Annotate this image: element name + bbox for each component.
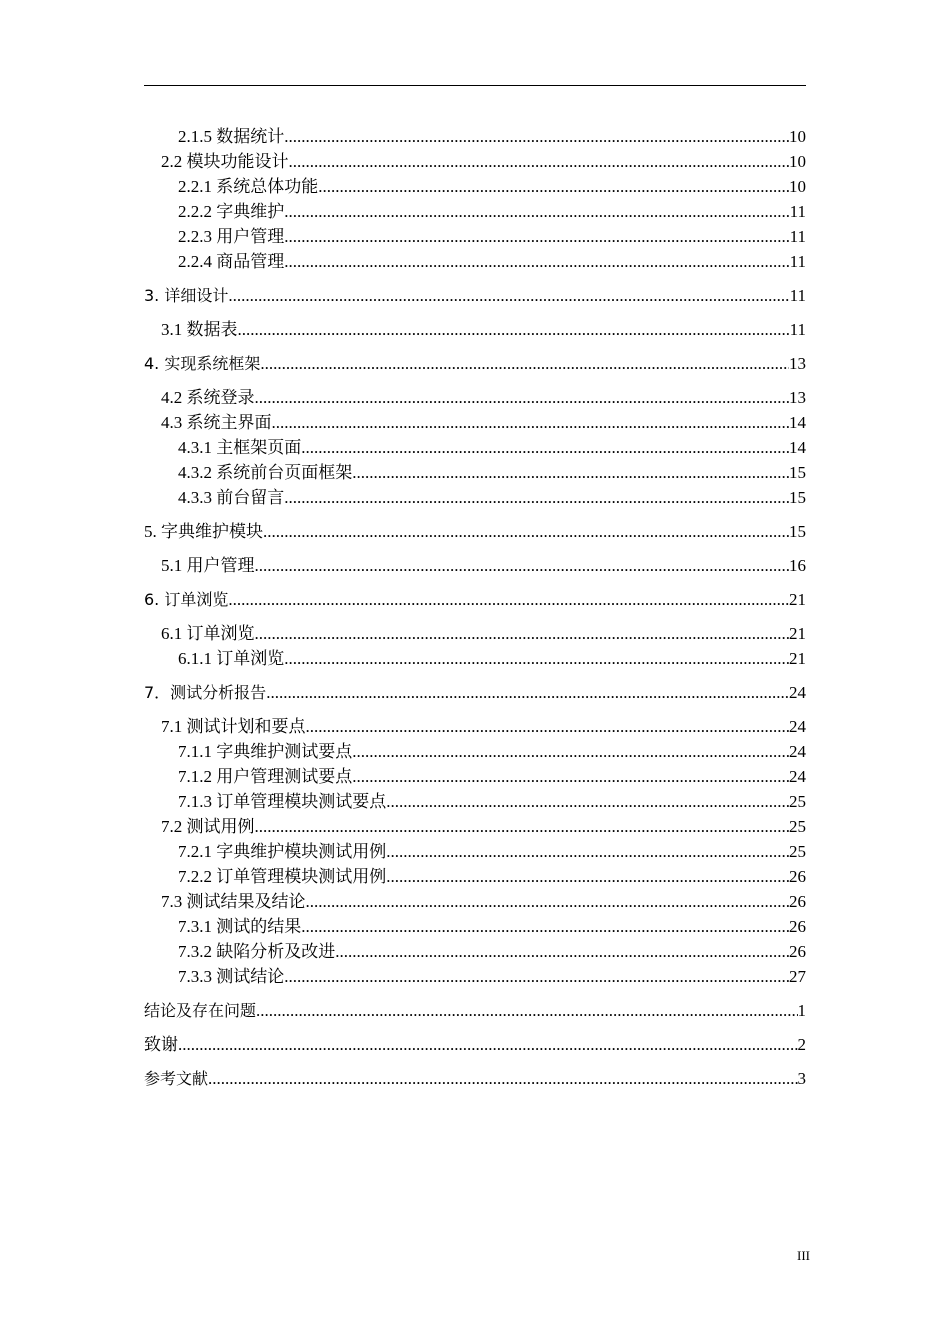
toc-entry-page-number: 11 (789, 252, 806, 271)
toc-leader-dots (284, 224, 789, 249)
toc-entry-label: 2.2 模块功能设计 (161, 152, 289, 171)
toc-entry-page-number: 11 (789, 320, 806, 339)
toc-leader-dots (301, 435, 789, 460)
toc-entry[interactable] (144, 764, 806, 789)
toc-entry-label: 7．测试分析报告 (144, 683, 267, 702)
toc-leader-dots (255, 385, 790, 410)
toc-entry-page-number: 21 (789, 649, 806, 668)
toc-entry-label: 5. 字典维护模块 (144, 522, 263, 541)
toc-leader-dots (263, 519, 789, 544)
toc-entry-label: 参考文献 (144, 1069, 209, 1088)
toc-entry-label: 3. 详细设计 (144, 286, 229, 305)
toc-leader-dots (238, 317, 790, 342)
toc-leader-dots (284, 124, 789, 149)
toc-leader-dots (306, 889, 790, 914)
toc-entry[interactable] (144, 789, 806, 814)
toc-entry-page-number: 25 (789, 842, 806, 861)
toc-leader-dots (335, 939, 789, 964)
toc-entry-page-number: 24 (789, 717, 806, 736)
toc-entry[interactable] (144, 124, 806, 149)
toc-entry[interactable] (144, 317, 806, 342)
toc-entry-label: 4.3.3 前台留言 (178, 488, 285, 507)
toc-entry[interactable] (144, 739, 806, 764)
toc-entry-label: 7.2.2 订单管理模块测试用例 (178, 867, 387, 886)
toc-leader-dots (386, 864, 789, 889)
toc-entry-label: 7.1.2 用户管理测试要点 (178, 767, 353, 786)
toc-entry-label: 4.3.2 系统前台页面框架 (178, 463, 353, 482)
toc-leader-dots (386, 839, 789, 864)
toc-entry-label: 3.1 数据表 (161, 320, 238, 339)
toc-entry[interactable] (144, 199, 806, 224)
toc-entry-page-number: 25 (789, 817, 806, 836)
toc-entry-label: 7.1 测试计划和要点 (161, 717, 306, 736)
table-of-contents (144, 124, 806, 1091)
toc-entry-page-number: 3 (797, 1069, 806, 1088)
toc-entry[interactable] (144, 283, 806, 308)
toc-leader-dots (284, 485, 789, 510)
header-rule (144, 85, 806, 86)
toc-entry-page-number: 24 (789, 742, 806, 761)
toc-leader-dots (289, 149, 790, 174)
toc-entry-label: 5.1 用户管理 (161, 556, 255, 575)
toc-entry-label: 4.3 系统主界面 (161, 413, 272, 432)
toc-entry-page-number: 26 (789, 867, 806, 886)
toc-entry[interactable] (144, 964, 806, 989)
toc-entry-label: 2.2.2 字典维护 (178, 202, 285, 221)
toc-leader-dots (256, 998, 797, 1023)
toc-entry-label: 7.2.1 字典维护模块测试用例 (178, 842, 387, 861)
toc-leader-dots (284, 964, 789, 989)
toc-entry[interactable] (144, 864, 806, 889)
toc-entry-page-number: 26 (789, 942, 806, 961)
toc-entry-label: 2.2.4 商品管理 (178, 252, 285, 271)
toc-leader-dots (255, 814, 790, 839)
toc-entry-page-number: 14 (789, 413, 806, 432)
toc-entry[interactable] (144, 385, 806, 410)
toc-entry-label: 6.1 订单浏览 (161, 624, 255, 643)
toc-entry[interactable] (144, 149, 806, 174)
toc-entry[interactable] (144, 814, 806, 839)
toc-entry-page-number: 10 (789, 152, 806, 171)
toc-entry-page-number: 11 (789, 227, 806, 246)
toc-entry-label: 7.1.1 字典维护测试要点 (178, 742, 353, 761)
toc-entry-label: 4. 实现系统框架 (144, 354, 261, 373)
toc-entry-page-number: 26 (789, 917, 806, 936)
toc-leader-dots (352, 764, 789, 789)
toc-leader-dots (255, 553, 790, 578)
toc-entry-page-number: 21 (789, 624, 806, 643)
toc-entry-label: 致谢 (144, 1035, 178, 1054)
toc-leader-dots (352, 460, 789, 485)
toc-entry-page-number: 24 (789, 767, 806, 786)
toc-entry-page-number: 15 (789, 463, 806, 482)
toc-entry[interactable] (144, 998, 806, 1023)
toc-leader-dots (386, 789, 789, 814)
toc-leader-dots (178, 1032, 798, 1057)
toc-entry-page-number: 1 (797, 1001, 806, 1020)
toc-entry-page-number: 27 (789, 967, 806, 986)
toc-entry[interactable] (144, 435, 806, 460)
toc-entry[interactable] (144, 646, 806, 671)
toc-entry-page-number: 21 (789, 590, 806, 609)
toc-leader-dots (208, 1066, 797, 1091)
toc-entry[interactable] (144, 939, 806, 964)
toc-leader-dots (228, 587, 789, 612)
toc-entry[interactable] (144, 839, 806, 864)
toc-entry-page-number: 14 (789, 438, 806, 457)
toc-entry-page-number: 13 (789, 354, 806, 373)
toc-entry[interactable] (144, 621, 806, 646)
toc-entry[interactable] (144, 224, 806, 249)
toc-entry[interactable] (144, 680, 806, 705)
toc-leader-dots (260, 351, 789, 376)
toc-entry-page-number: 15 (789, 488, 806, 507)
toc-entry[interactable] (144, 553, 806, 578)
toc-entry-label: 6.1.1 订单浏览 (178, 649, 285, 668)
toc-leader-dots (301, 914, 789, 939)
toc-entry-label: 结论及存在问题 (144, 1001, 257, 1020)
toc-leader-dots (284, 646, 789, 671)
toc-entry-page-number: 10 (789, 177, 806, 196)
toc-entry-page-number: 10 (789, 127, 806, 146)
toc-entry[interactable] (144, 889, 806, 914)
toc-leader-dots (306, 714, 790, 739)
toc-entry-label: 2.2.1 系统总体功能 (178, 177, 319, 196)
toc-entry-label: 2.2.3 用户管理 (178, 227, 285, 246)
toc-entry-label: 4.2 系统登录 (161, 388, 255, 407)
toc-entry-label: 6. 订单浏览 (144, 590, 229, 609)
footer-page-number: III (797, 1248, 810, 1263)
toc-entry-page-number: 16 (789, 556, 806, 575)
toc-entry[interactable] (144, 485, 806, 510)
toc-leader-dots (352, 739, 789, 764)
toc-entry-label: 4.3.1 主框架页面 (178, 438, 302, 457)
toc-entry[interactable] (144, 351, 806, 376)
toc-entry-label: 7.3 测试结果及结论 (161, 892, 306, 911)
toc-entry-page-number: 25 (789, 792, 806, 811)
toc-entry-label: 7.3.2 缺陷分析及改进 (178, 942, 336, 961)
toc-entry[interactable] (144, 714, 806, 739)
toc-leader-dots (284, 199, 789, 224)
toc-entry-page-number: 15 (789, 522, 806, 541)
toc-entry[interactable] (144, 1066, 806, 1091)
toc-entry-page-number: 11 (789, 286, 806, 305)
toc-entry[interactable] (144, 519, 806, 544)
toc-entry-page-number: 24 (789, 683, 806, 702)
toc-leader-dots (272, 410, 790, 435)
toc-entry-page-number: 11 (789, 202, 806, 221)
toc-entry[interactable] (144, 410, 806, 435)
toc-entry-label: 2.1.5 数据统计 (178, 127, 285, 146)
toc-entry[interactable] (144, 460, 806, 485)
toc-entry-label: 7.3.1 测试的结果 (178, 917, 302, 936)
toc-leader-dots (318, 174, 789, 199)
toc-entry[interactable] (144, 914, 806, 939)
toc-entry-label: 7.2 测试用例 (161, 817, 255, 836)
toc-entry-label: 7.3.3 测试结论 (178, 967, 285, 986)
toc-entry[interactable] (144, 174, 806, 199)
toc-entry-page-number: 26 (789, 892, 806, 911)
toc-entry-page-number: 13 (789, 388, 806, 407)
toc-entry[interactable] (144, 249, 806, 274)
toc-entry[interactable] (144, 1032, 806, 1057)
toc-entry[interactable] (144, 587, 806, 612)
toc-leader-dots (255, 621, 790, 646)
toc-leader-dots (266, 680, 789, 705)
toc-entry-label: 7.1.3 订单管理模块测试要点 (178, 792, 387, 811)
toc-leader-dots (228, 283, 789, 308)
toc-leader-dots (284, 249, 789, 274)
toc-entry-page-number: 2 (797, 1035, 806, 1054)
